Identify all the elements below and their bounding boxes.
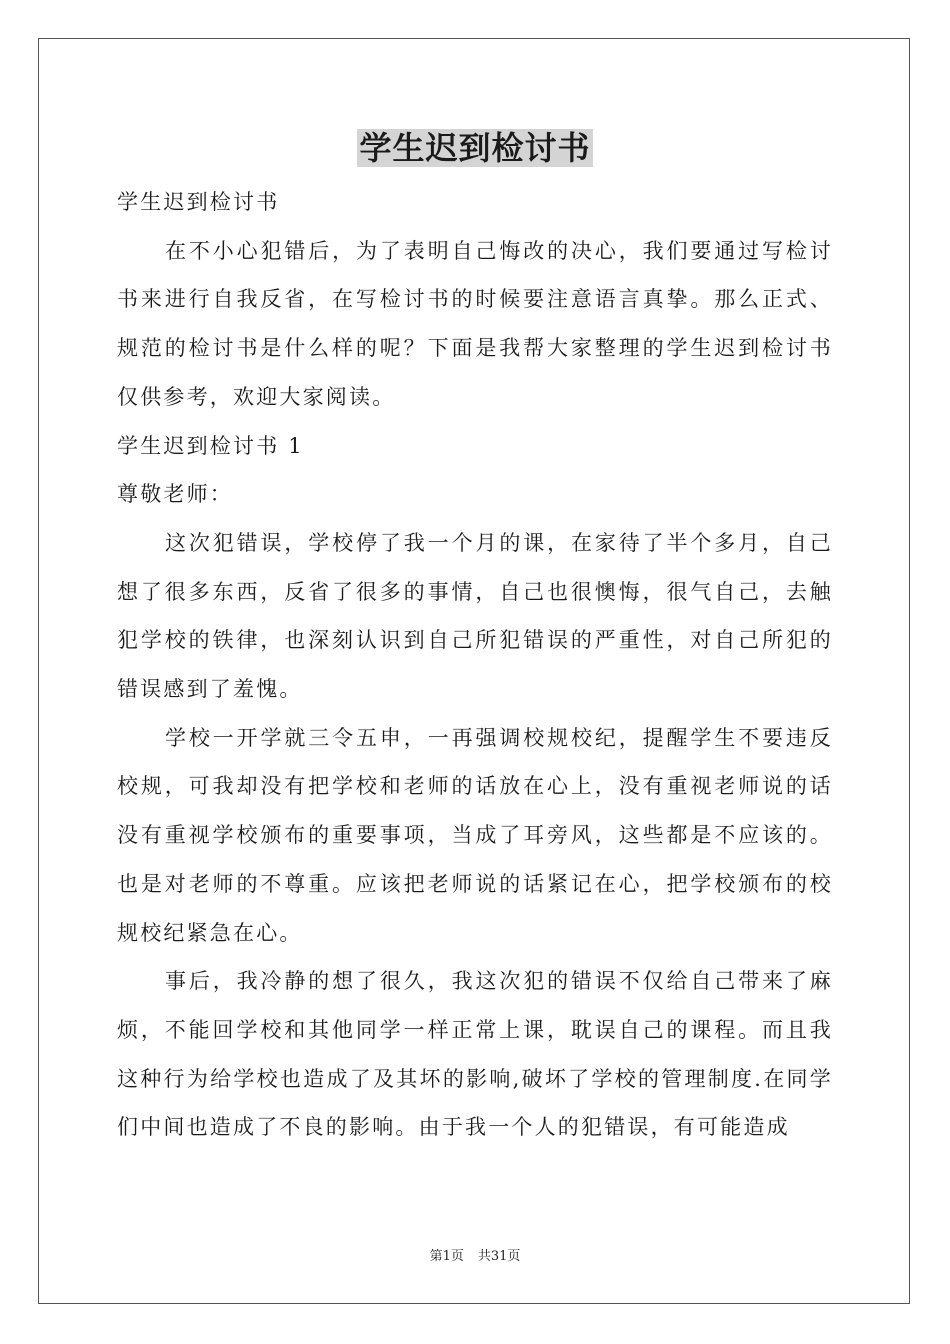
page-footer [0, 1248, 950, 1266]
intro-paragraph: 在不小心犯错后，为了表明自己悔改的决心，我们要通过写检讨书来进行自我反省，在写检讨书的时候要注意语言真挚。那么正式、规范的检讨书是什么样的呢？下面是我帮大家整理的学生迟到检讨书仅供参考，欢迎大家阅读。 [117, 238, 833, 409]
body-paragraph-1: 这次犯错误，学校停了我一个月的课，在家待了半个多月，自己想了很多东西，反省了很多的事情，自己也很懊悔，很气自己，去触犯学校的铁律，也深刻认识到自己所犯错误的严重性，对自己所犯的错误感到了羞愧。 [117, 530, 833, 702]
page-number: 第1页 [429, 1249, 464, 1264]
document-title-text: 学生迟到检讨书 [359, 129, 591, 167]
subtitle: 学生迟到检讨书 [117, 190, 280, 214]
document-title [0, 126, 950, 170]
salutation: 尊敬老师： [117, 482, 233, 507]
body-paragraph-2: 学校一开学就三令五申，一再强调校规校纪，提醒学生不要违反校规，可我却没有把学校和老师的话放在心上，没有重视老师说的话没有重视学校颁布的重要事项，当成了耳旁风，这些都是不应该的。也是对老师的不尊重。应该把老师说的话紧记在心，把学校颁布的校规校纪紧急在心。 [117, 725, 833, 945]
document-body [117, 178, 833, 1152]
page-total: 共31页 [477, 1249, 521, 1264]
section-heading: 学生迟到检讨书 1 [117, 433, 304, 458]
body-paragraph-3: 事后，我冷静的想了很久，我这次犯的错误不仅给自己带来了麻烦，不能回学校和其他同学一样正常上课，耽误自己的课程。而且我这种行为给学校也造成了及其坏的影响,破坏了学校的管理制度.在同学们中间也造成了不良的影响。由于我一个人的犯错误，有可能造成 [117, 969, 833, 1140]
